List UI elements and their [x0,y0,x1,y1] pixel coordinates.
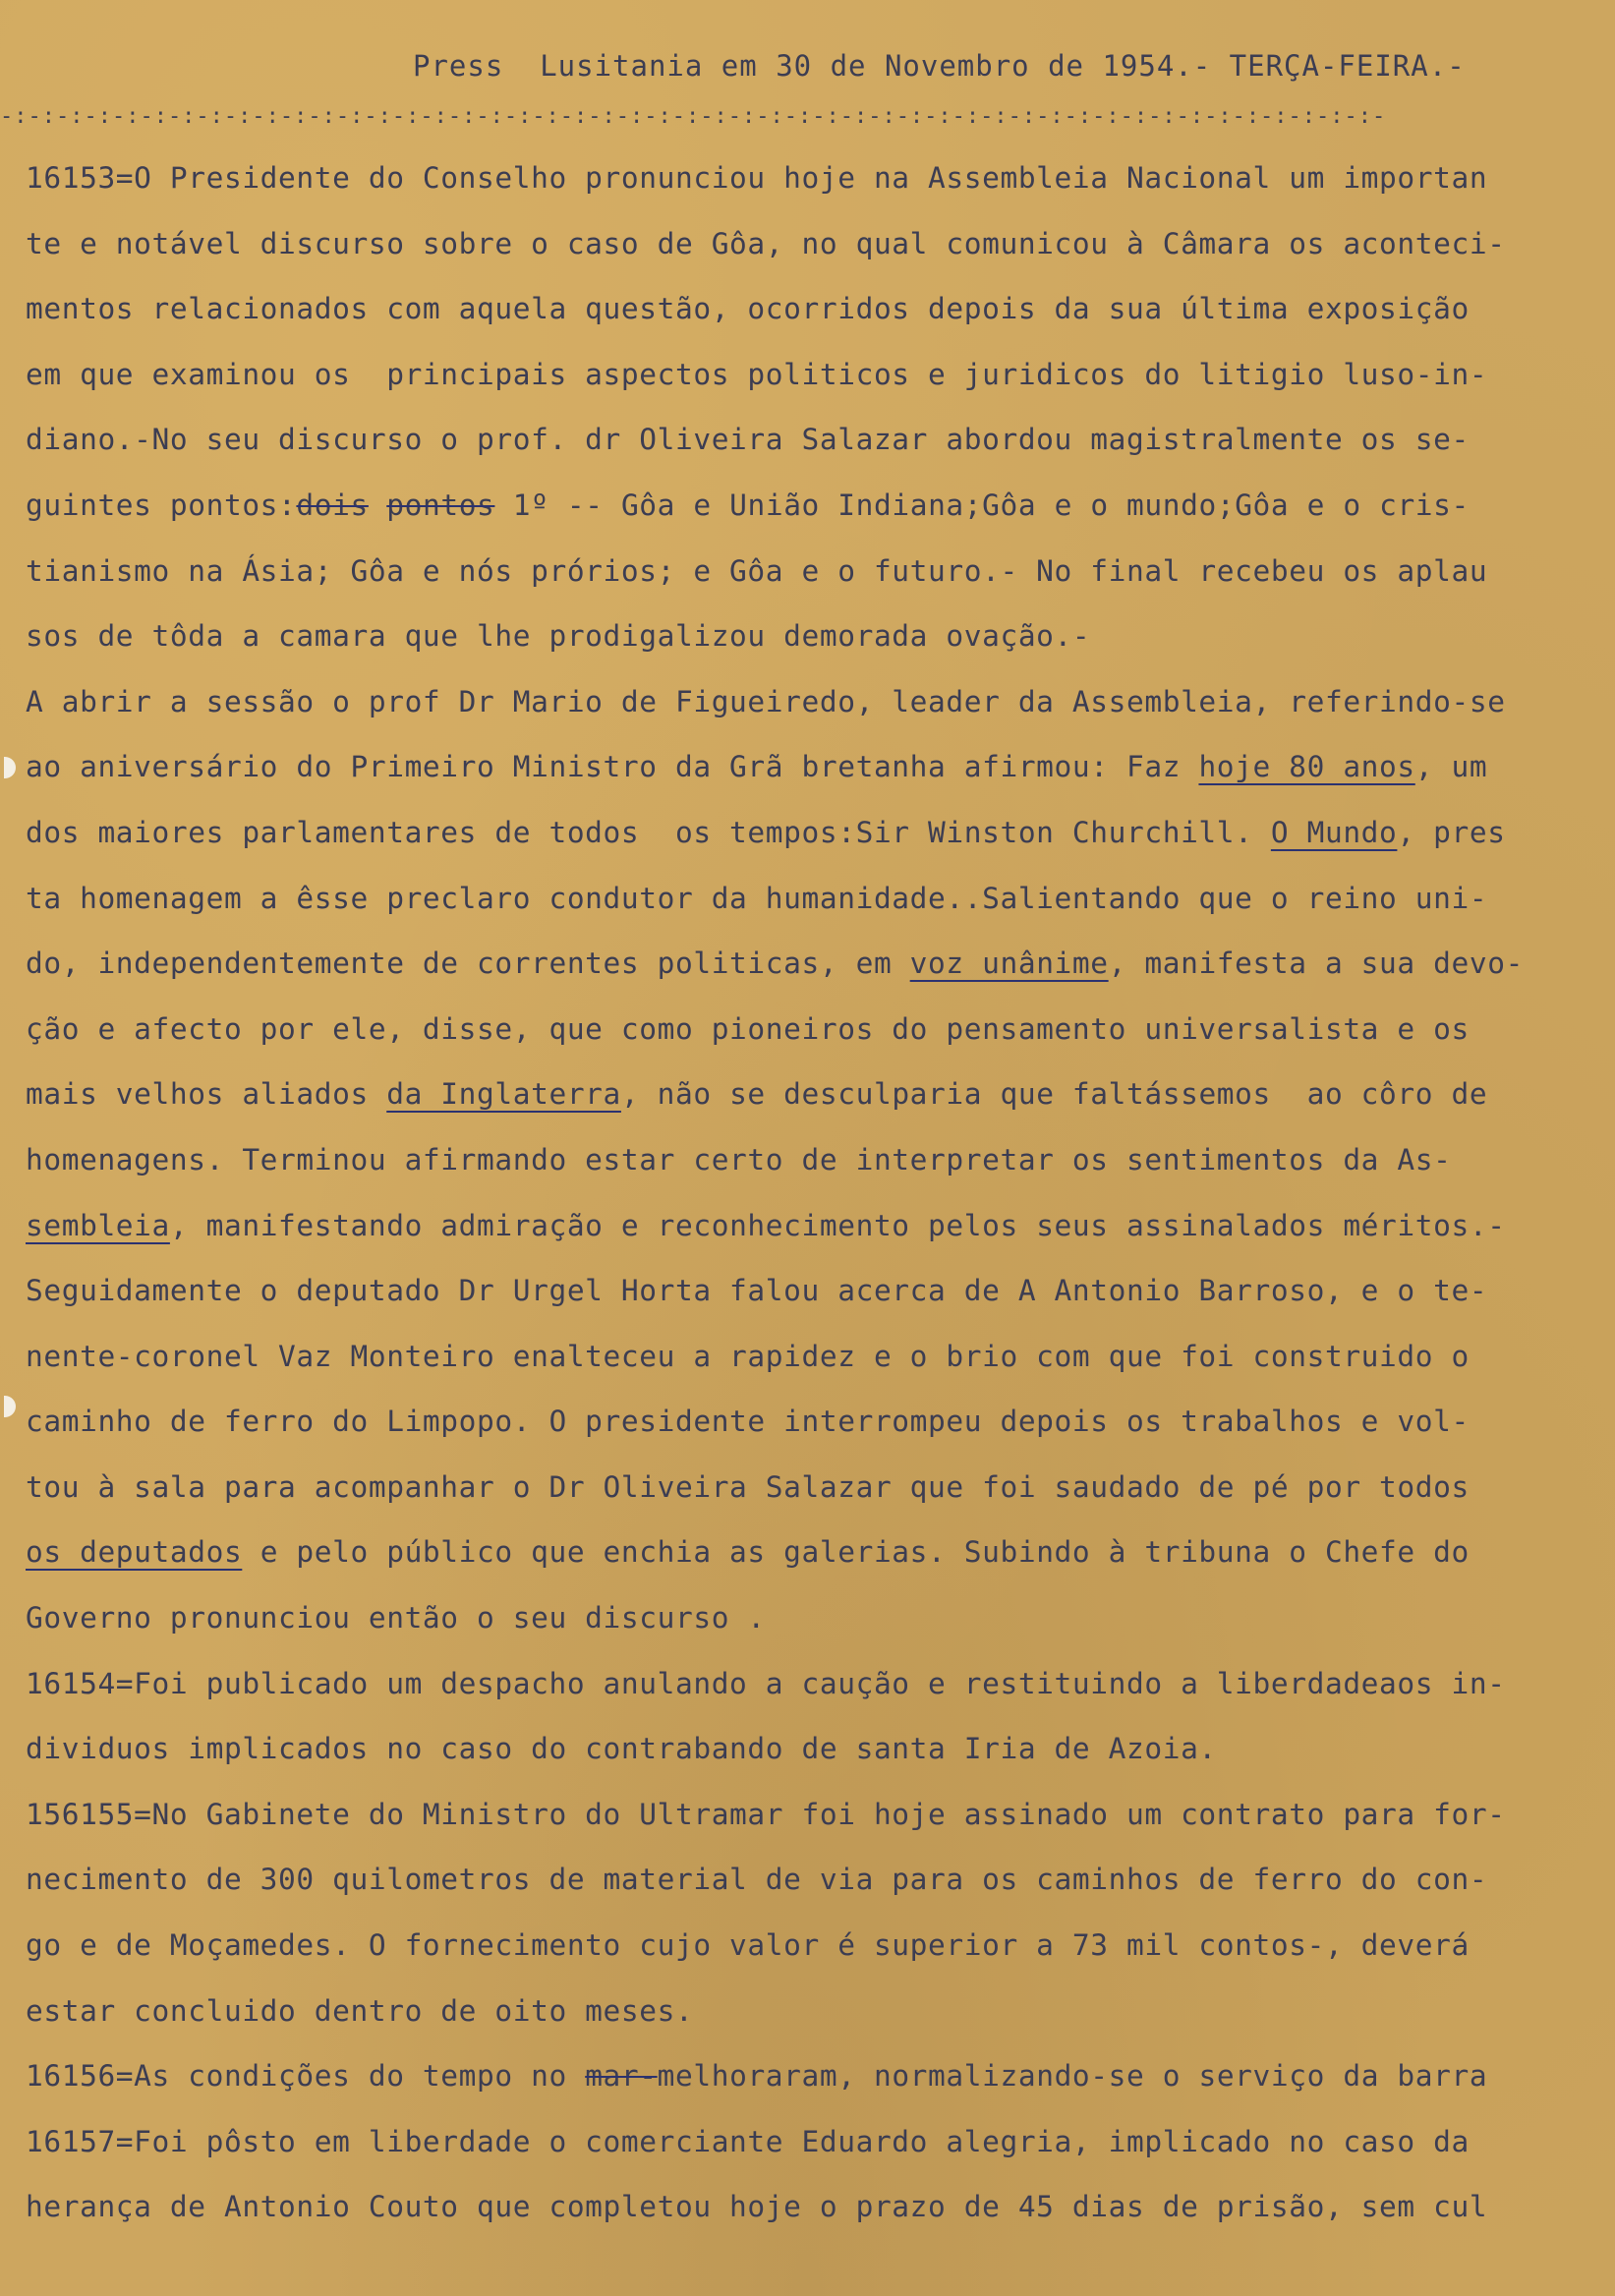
punch-hole [4,1396,16,1417]
text-segment: 16154=Foi publicado um despacho anulando a caução e restituindo a liberdadeaos in- [26,1666,1506,1700]
text-segment: necimento de 300 quilometros de material de via para os caminhos de ferro do con- [26,1863,1488,1897]
text-segment: estar concluido dentro de oito meses. [26,1993,694,2028]
text-segment: ta homenagem a êsse preclaro condutor da humanidade..Salientando que o reino uni- [26,881,1488,915]
text-segment: hoje 80 anos [1198,750,1415,784]
text-line [26,1716,1598,1782]
text-segment: Seguidamente o deputado Dr Urgel Horta falou acerca de A Antonio Barroso, e o te- [26,1274,1488,1308]
text-segment: mentos relacionados com aquela questão, ocorridos depois da sua última exposição [26,292,1470,326]
text-segment: e pelo público que enchia as galerias. Subindo à tribuna o Chefe do [242,1535,1470,1570]
text-segment: A abrir a sessão o prof Dr Mario de Figueiredo, leader da Assembleia, referindo-se [26,684,1506,718]
text-segment: voz unânime [909,947,1109,981]
text-line [26,407,1598,473]
text-line [26,1389,1598,1455]
text-line [26,1127,1598,1193]
text-line [26,734,1598,800]
text-line [26,1520,1598,1585]
text-segment: ção e afecto por ele, disse, que como pioneiros do pensamento universalista e os [26,1011,1470,1046]
text-segment: te e notável discurso sobre o caso de Gôa, no qual comunicou à Câmara os aconteci- [26,226,1506,260]
text-segment: go e de Moçamedes. O fornecimento cujo valor é superior a 73 mil contos-, deverá [26,1928,1470,1963]
text-segment: dois [296,488,369,522]
text-segment: , manifesta a sua devo- [1108,947,1524,981]
text-segment: mar- [585,2059,658,2094]
text-line [26,145,1598,211]
text-segment: pontos [386,488,495,522]
text-line [26,1258,1598,1324]
text-line [26,669,1598,735]
page-header: Press Lusitania em 30 de Novembro de 1954.- TERÇA-FEIRA.- [413,49,1466,83]
text-segment: Governo pronunciou então o seu discurso . [26,1601,766,1636]
text-segment: tianismo na Ásia; Gôa e nós prórios; e Gôa e o futuro.- No final recebeu os aplau [26,553,1488,588]
text-line [26,800,1598,866]
text-line [26,603,1598,669]
text-line [26,2043,1598,2109]
text-line [26,2174,1598,2240]
text-line [26,1847,1598,1913]
text-line [26,2109,1598,2175]
text-segment: caminho de ferro do Limpopo. O presidente interrompeu depois os trabalhos e vol- [26,1405,1470,1439]
text-line [26,211,1598,277]
text-segment: sos de tôda a camara que lhe prodigalizou demorada ovação.- [26,619,1091,654]
text-segment: nente-coronel Vaz Monteiro enalteceu a rapidez e o brio com que foi construido o [26,1339,1470,1373]
text-segment: dos maiores parlamentares de todos os tempos:Sir Winston Churchill. [26,815,1271,849]
text-line [26,1651,1598,1717]
text-line [26,997,1598,1062]
text-segment: dividuos implicados no caso do contrabando de santa Iria de Azoia. [26,1732,1217,1766]
text-segment: 16157=Foi pôsto em liberdade o comerciante Eduardo alegria, implicado no caso da [26,2124,1470,2158]
text-segment: , manifestando admiração e reconhecimento pelos seus assinalados méritos.- [169,1208,1506,1242]
text-line [26,473,1598,539]
punch-hole [4,757,16,778]
text-segment: os deputados [26,1535,243,1570]
text-line [26,931,1598,997]
text-segment: guintes pontos: [26,488,297,522]
text-segment: 16153=O Presidente do Conselho pronunciou hoje na Assembleia Nacional um importan [26,161,1488,195]
text-line [26,1979,1598,2044]
text-segment: homenagens. Terminou afirmando estar certo de interpretar os sentimentos da As- [26,1142,1452,1177]
text-segment: 1º -- Gôa e União Indiana;Gôa e o mundo;Gôa e o cris- [494,488,1470,522]
text-segment: melhoraram, normalizando-se o serviço da barra [657,2059,1488,2094]
text-segment: 156155=No Gabinete do Ministro do Ultramar foi hoje assinado um contrato para for- [26,1797,1506,1831]
text-segment: 16156=As condições do tempo no [26,2059,586,2094]
text-segment: ao aniversário do Primeiro Ministro da Grã bretanha afirmou: Faz [26,750,1199,784]
text-segment: O Mundo [1270,815,1398,849]
text-line [26,1913,1598,1979]
text-segment: da Inglaterra [386,1077,621,1112]
document-body [26,145,1598,2240]
text-line [26,1193,1598,1259]
text-segment: do, independentemente de correntes politicas, em [26,947,910,981]
text-line [26,342,1598,408]
text-segment: herança de Antonio Couto que completou hoje o prazo de 45 dias de prisão, sem cul [26,2190,1488,2224]
text-segment [369,488,386,522]
text-segment: , um [1414,750,1488,784]
text-segment: , não se desculparia que faltássemos ao côro de [620,1077,1488,1112]
text-line [26,539,1598,604]
text-line [26,1782,1598,1848]
text-segment: sembleia [26,1208,170,1242]
text-line [26,1455,1598,1521]
text-segment: , pres [1397,815,1506,849]
text-segment: mais velhos aliados [26,1077,387,1112]
text-line [26,866,1598,932]
text-segment: tou à sala para acompanhar o Dr Oliveira Salazar que foi saudado de pé por todos [26,1469,1470,1504]
text-line [26,1585,1598,1651]
text-line [26,1062,1598,1127]
text-segment: diano.-No seu discurso o prof. dr Oliveira Salazar abordou magistralmente os se- [26,423,1470,457]
divider-rule: -:-:-:-:-:-:-:-:-:-:-:-:-:-:-:-:-:-:-:-:-:-:-:-:-:-:-:-:-:-:-:-:-:-:-:-:-:-:-:-:-:-:-:-:-:-:-:-:-:- [0,104,1387,129]
text-line [26,276,1598,342]
text-line [26,1324,1598,1390]
text-segment: em que examinou os principais aspectos politicos e juridicos do litigio luso-in- [26,357,1488,391]
